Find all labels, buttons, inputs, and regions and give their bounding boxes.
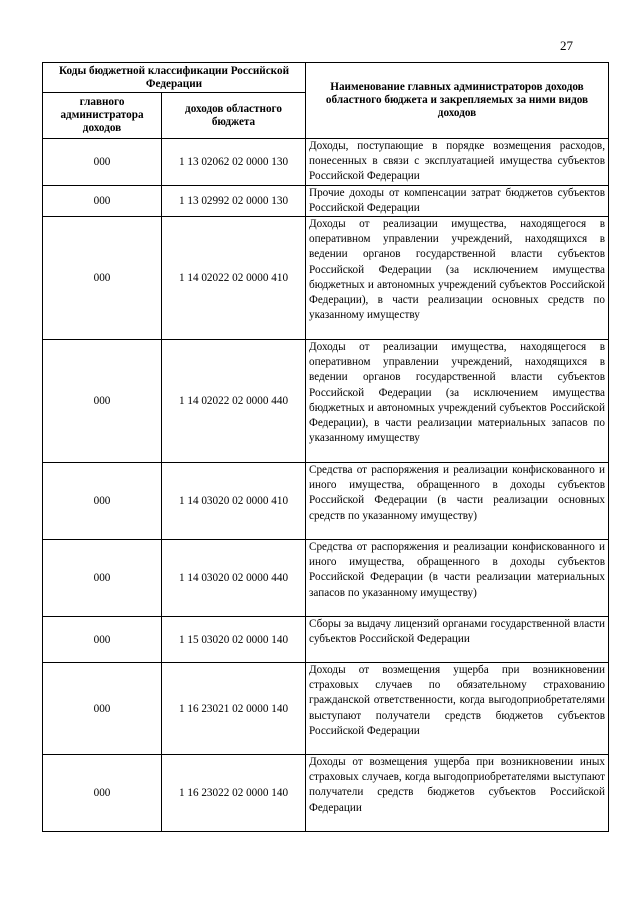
header-chief-administrator: главного администратора доходов [43,93,162,139]
table-row [43,463,609,540]
income-name: Средства от распоряжения и реализации конфискованного и иного имущества, обращенного в доходы субъектов Российской Федерации (в части реализации основных средств по указанному имуществу) [306,463,609,540]
table-row [43,217,609,340]
income-name: Доходы от возмещения ущерба при возникновении иных страховых случаев, когда выгодоприобретателями выступают получатели средств бюджетов субъектов Российской Федерации [306,755,609,832]
table-row [43,663,609,755]
income-code: 1 13 02992 02 0000 130 [162,185,306,216]
income-code: 1 14 02022 02 0000 410 [162,217,306,340]
header-administrator-name: Наименование главных администраторов доходов областного бюджета и закрепляемых за ними видов доходов [306,63,609,139]
income-code: 1 13 02062 02 0000 130 [162,139,306,186]
header-classification-codes: Коды бюджетной классификации Российской Федерации [43,63,306,93]
table-row [43,139,609,186]
income-name: Доходы от реализации имущества, находящегося в оперативном управлении учреждений, находящихся в ведении органов государственной власти субъектов Российской Федерации (за исключением имущества бюджетных и автономных учреждений субъектов Российской Федерации), в части реализации основных средств по указанному имуществу [306,217,609,340]
admin-code: 000 [43,139,162,186]
income-name: Доходы, поступающие в порядке возмещения расходов, понесенных в связи с эксплуатацией имущества субъектов Российской Федерации [306,139,609,186]
page-number: 27 [560,38,573,53]
admin-code: 000 [43,540,162,617]
table-row [43,540,609,617]
table-row [43,185,609,216]
income-name: Доходы от возмещения ущерба при возникновении страховых случаев по обязательному страхованию гражданской ответственности, когда выгодоприобретателями выступают получатели средств бюджетов субъектов Российской Федерации [306,663,609,755]
income-code: 1 14 03020 02 0000 440 [162,540,306,617]
admin-code: 000 [43,340,162,463]
admin-code: 000 [43,185,162,216]
income-name: Сборы за выдачу лицензий органами государственной власти субъектов Российской Федерации [306,617,609,663]
header-regional-income: доходов областного бюджета [162,93,306,139]
admin-code: 000 [43,663,162,755]
income-name: Средства от распоряжения и реализации конфискованного и иного имущества, обращенного в доходы субъектов Российской Федерации (в части реализации материальных запасов по указанному имуществу) [306,540,609,617]
budget-classification-table [42,62,609,832]
admin-code: 000 [43,617,162,663]
income-code: 1 16 23022 02 0000 140 [162,755,306,832]
income-name: Доходы от реализации имущества, находящегося в оперативном управлении учреждений, находящихся в ведении органов государственной власти субъектов Российской Федерации (за исключением имущества бюджетных и автономных учреждений субъектов Российской Федерации), в части реализации материальных запасов по указанному имуществу [306,340,609,463]
income-name: Прочие доходы от компенсации затрат бюджетов субъектов Российской Федерации [306,185,609,216]
income-code: 1 15 03020 02 0000 140 [162,617,306,663]
admin-code: 000 [43,217,162,340]
table-row [43,755,609,832]
table-row [43,340,609,463]
admin-code: 000 [43,463,162,540]
admin-code: 000 [43,755,162,832]
income-code: 1 16 23021 02 0000 140 [162,663,306,755]
income-code: 1 14 02022 02 0000 440 [162,340,306,463]
table-row [43,617,609,663]
income-code: 1 14 03020 02 0000 410 [162,463,306,540]
